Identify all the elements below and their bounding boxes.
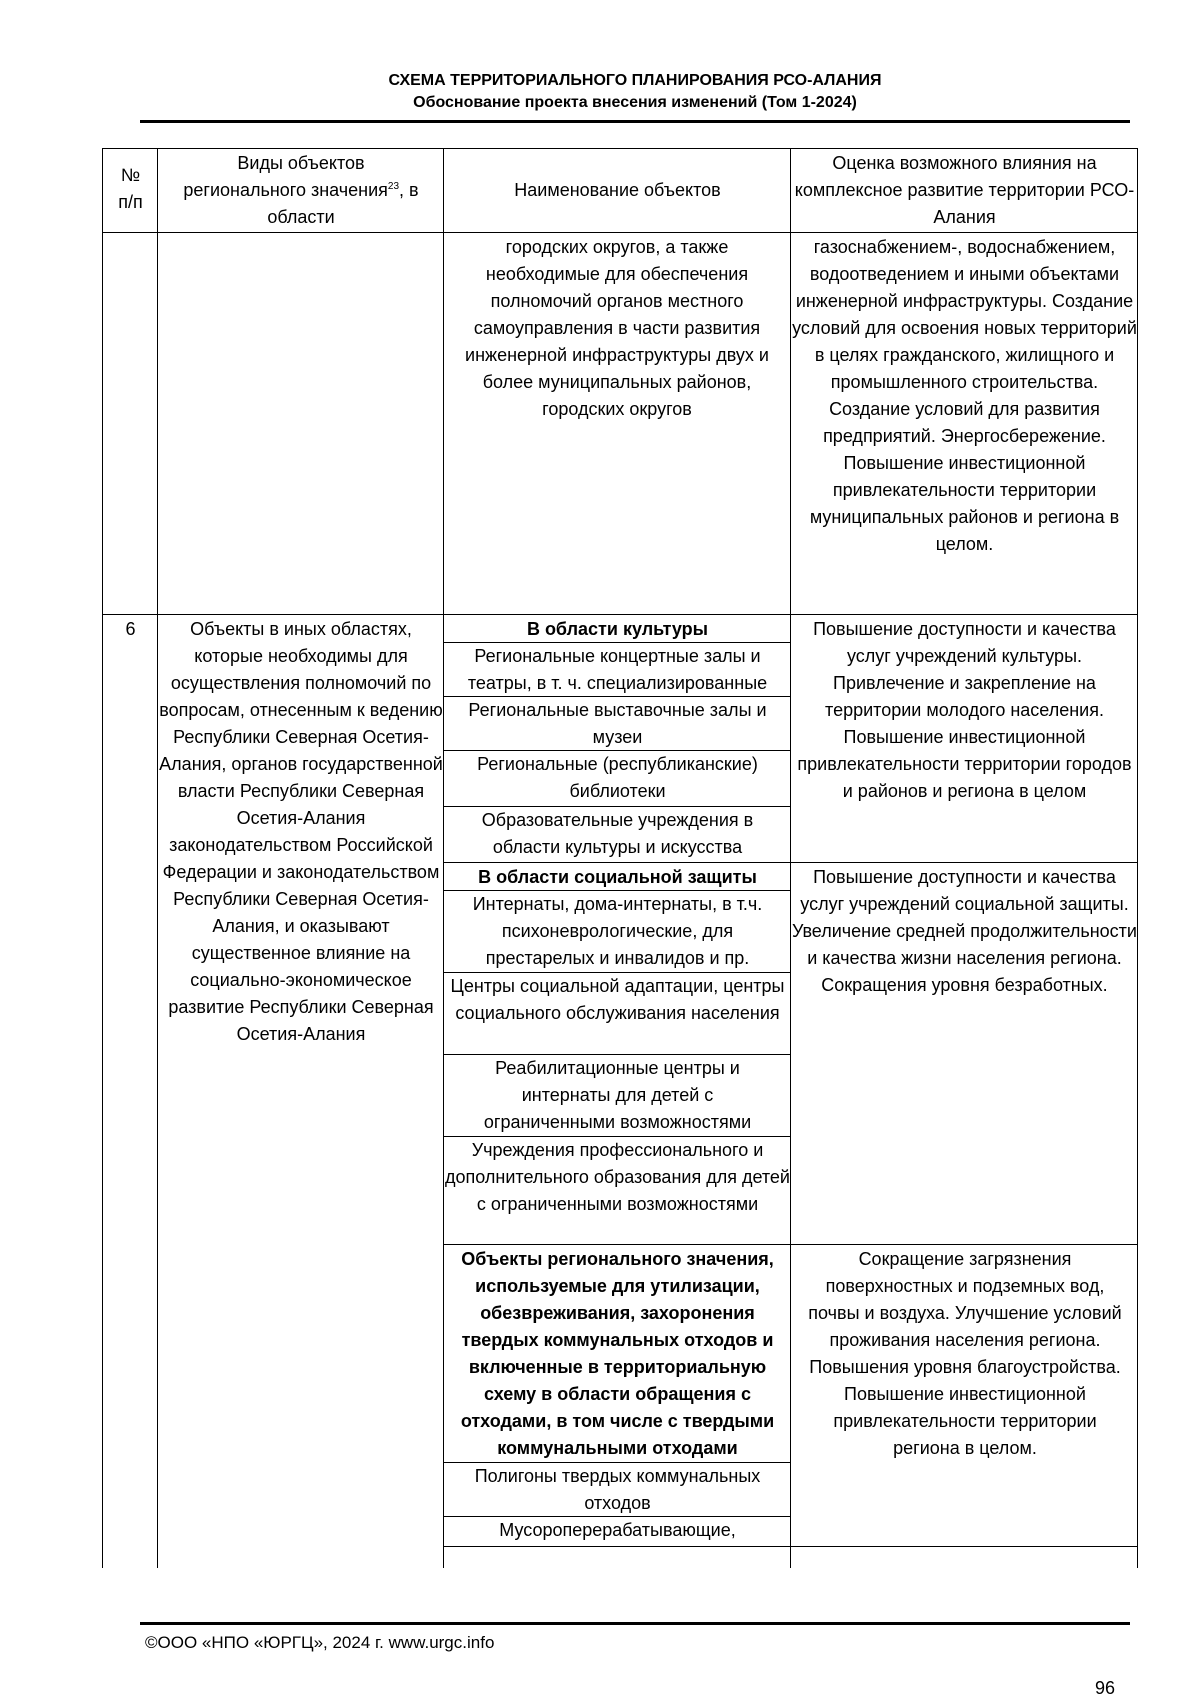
social-item: Учреждения профессионального и дополнительного образования для детей с ограниченными возможностями bbox=[445, 1140, 790, 1214]
waste-section-bottom bbox=[443, 1546, 1138, 1547]
header-title-line2: Обоснование проекта внесения изменений (Том 1-2024) bbox=[413, 94, 857, 111]
table-border-right bbox=[1137, 148, 1138, 1568]
header-object-names: Наименование объектов bbox=[514, 180, 721, 200]
header-impact: Оценка возможного влияния на комплексное развитие территории РСО-Алания bbox=[794, 153, 1135, 227]
header-title-line1: СХЕМА ТЕРРИТОРИАЛЬНОГО ПЛАНИРОВАНИЯ РСО-АЛАНИЯ bbox=[388, 72, 882, 89]
waste-heading: Объекты регионального значения, используемые для утилизации, обезвреживания, захоронения твердых коммунальных отходов и включенные в территориальную схему в области обращения с отходами, в том числе с твердыми коммунальными отходами bbox=[460, 1249, 775, 1458]
culture-heading: В области культуры bbox=[526, 619, 709, 639]
culture-item: Региональные концертные залы и театры, в т. ч. специализированные bbox=[467, 646, 768, 693]
row6-object-types: Объекты в иных областях, которые необходимы для осуществления полномочий по вопросам, отнесенным к ведению Республики Северная Осетия-Алания, органов государственной власти Республики Северная Осетия-Алания законодательством Российской Федерации и законодательством Республики Северная Осетия-Алания, и оказывают существенное влияние на социально-экономическое развитие Республики Северная Осетия-Алания bbox=[159, 619, 443, 1044]
social-impact: Повышение доступности и качества услуг учреждений социальной защиты. Увеличение средней продолжительности и качества жизни населения региона. Сокращения уровня безработных. bbox=[792, 867, 1137, 995]
document-header bbox=[140, 70, 1130, 114]
page-number: 96 bbox=[1095, 1678, 1116, 1698]
waste-item: Мусороперерабатывающие, bbox=[499, 1520, 736, 1540]
social-item: Интернаты, дома-интернаты, в т.ч. психоневрологические, для престарелых и инвалидов и пр. bbox=[472, 894, 763, 968]
header-rule bbox=[140, 120, 1130, 123]
social-item: Реабилитационные центры и интернаты для детей с ограниченными возможностями bbox=[483, 1058, 752, 1132]
culture-impact: Повышение доступности и качества услуг учреждений культуры. Привлечение и закрепление на территории молодого населения. Повышение инвестиционной привлекательности территории городов и районов и региона в целом bbox=[797, 619, 1132, 801]
cont-row-name: городских округов, а также необходимые для обеспечения полномочий органов местного самоуправления в части развития инженерной инфраструктуры двух и более муниципальных районов, городских округов bbox=[465, 237, 769, 419]
footer-rule bbox=[140, 1622, 1130, 1625]
waste-impact: Сокращение загрязнения поверхностных и подземных вод, почвы и воздуха. Улучшение условий проживания населения региона. Повышения уровня благоустройства. Повышение инвестиционной привлекательности территории региона в целом. bbox=[808, 1249, 1122, 1458]
row6-num: 6 bbox=[125, 619, 136, 639]
social-heading: В области социальной защиты bbox=[478, 867, 757, 887]
culture-item: Региональные выставочные залы и музеи bbox=[468, 700, 767, 747]
culture-item: Региональные (республиканские) библиотеки bbox=[477, 754, 758, 801]
waste-item: Полигоны твердых коммунальных отходов bbox=[474, 1466, 761, 1513]
cont-row-impact: газоснабжением-, водоснабжением, водоотведением и иными объектами инженерной инфраструктуры. Создание условий для освоения новых территорий в целях гражданского, жилищного и промышленного строительства. Создание условий для развития предприятий. Энергосбережение. Повышение инвестиционной привлекательности территории муниципальных районов и региона в целом. bbox=[792, 237, 1137, 554]
social-item: Центры социальной адаптации, центры социального обслуживания населения bbox=[450, 976, 785, 1023]
header-num: № п/п bbox=[118, 165, 143, 212]
footer-copyright: ©ООО «НПО «ЮРГЦ», 2024 г. www.urgc.info bbox=[145, 1633, 495, 1652]
footnote-ref: 23 bbox=[387, 181, 400, 192]
table-border-left bbox=[102, 148, 103, 1568]
header-object-types: Виды объектов регионального значения$^{23}$, в области bbox=[183, 153, 419, 227]
culture-item: Образовательные учреждения в области культуры и искусства bbox=[481, 810, 754, 857]
